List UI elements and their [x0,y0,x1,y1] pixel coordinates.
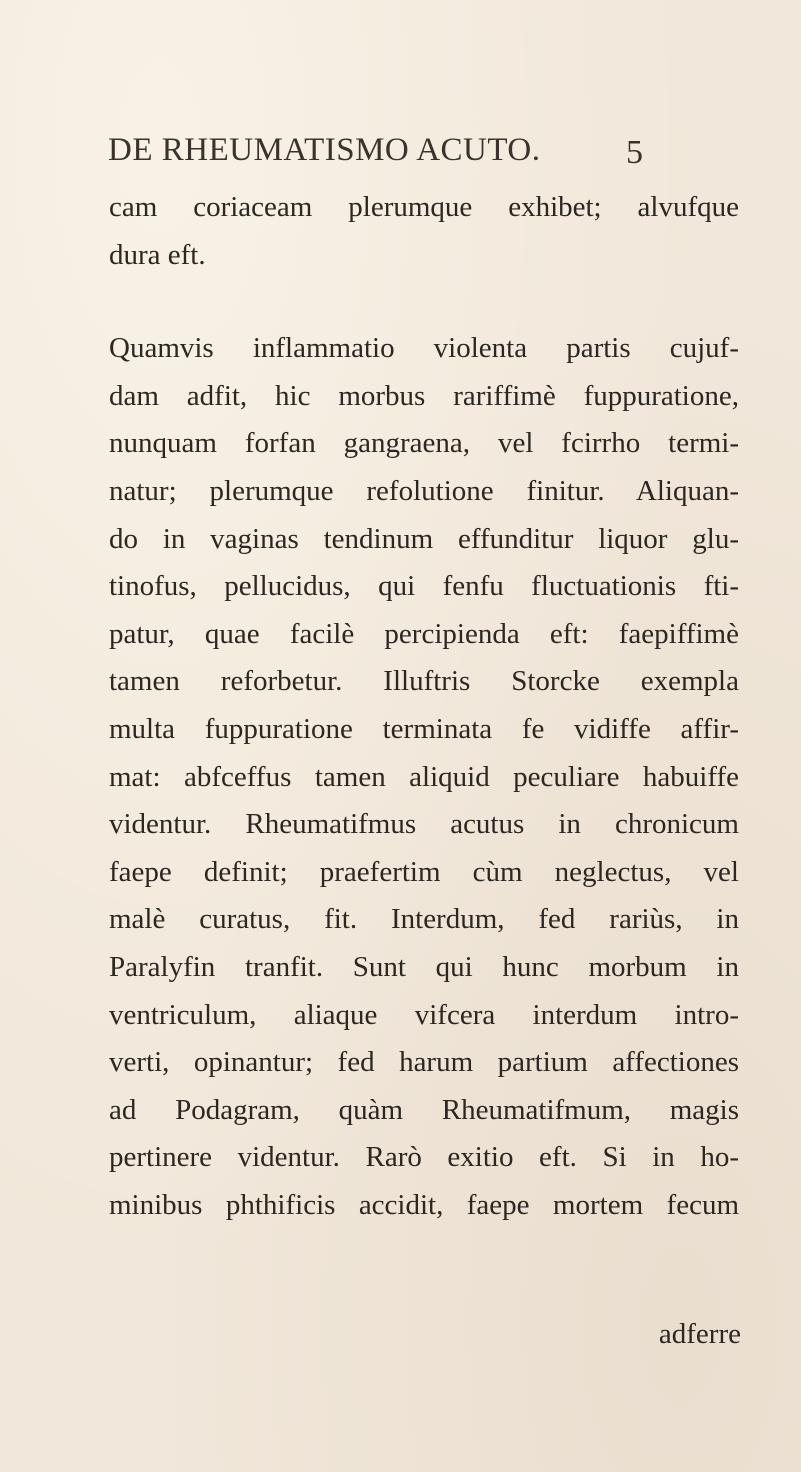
text-line: dam adfit, hic morbus rariffimè fuppuratione, [109,379,739,412]
catchword: adferre [658,1318,741,1350]
body-text [109,184,739,1229]
running-title: DE RHEUMATISMO ACUTO. [108,132,541,168]
text-line: minibus phthificis accidit, faepe mortem fecum [109,1188,739,1221]
text-line: ad Podagram, quàm Rheumatifmum, magis [109,1093,739,1126]
page-number: 5 [626,134,643,171]
text-line: nunquam forfan gangraena, vel fcirrho termi- [109,427,739,460]
text-line: Paralyfin tranfit. Sunt qui hunc morbum in [109,950,739,983]
text-line: ventriculum, aliaque vifcera interdum intro- [109,998,739,1031]
text-line: dura eft. [109,238,206,271]
text-line: videntur. Rheumatifmus acutus in chronicum [109,808,739,841]
text-line: patur, quae facilè percipienda eft: faepiffimè [109,617,739,650]
text-line: cam coriaceam plerumque exhibet; alvufque [109,191,739,223]
paragraph-break [109,279,739,325]
text-line: pertinere videntur. Rarò exitio eft. Si in ho- [109,1141,739,1174]
text-line: do in vaginas tendinum effunditur liquor glu- [109,522,739,555]
text-line: faepe definit; praefertim cùm neglectus, vel [109,855,739,888]
text-line: tamen reforbetur. Illuftris Storcke exempla [109,665,739,698]
text-line: Quamvis inflammatio violenta partis cujuf- [109,332,739,365]
text-line: natur; plerumque refolutione finitur. Aliquan- [109,474,739,507]
text-line: mat: abfceffus tamen aliquid peculiare habuiffe [109,760,739,793]
text-line: multa fuppuratione terminata fe vidiffe affir- [109,712,739,745]
running-head [108,132,643,176]
text-line: verti, opinantur; fed harum partium affectiones [109,1046,739,1079]
text-line: malè curatus, fit. Interdum, fed rariùs, in [109,903,739,936]
text-line: tinofus, pellucidus, qui fenfu fluctuationis fti- [109,570,739,603]
